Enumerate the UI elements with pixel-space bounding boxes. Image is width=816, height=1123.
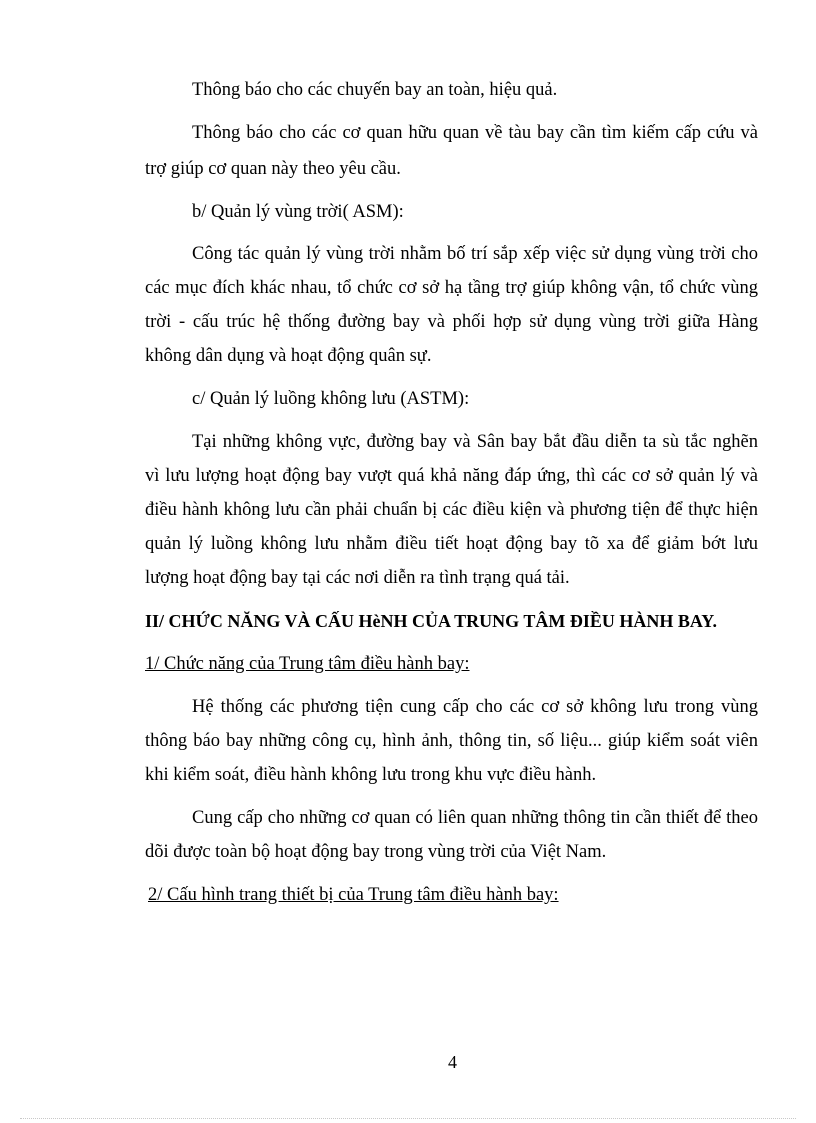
paragraph-line: Công tác quản lý vùng trời nhằm bố trí sắp xếp việc sử dụng vùng trời cho [192, 244, 758, 264]
subsection-heading: 2/ Cấu hình trang thiết bị của Trung tâm điều hành bay: [148, 885, 559, 905]
paragraph-line: Tại những không vực, đường bay và Sân bay bắt đầu diễn ta sù tắc nghẽn [192, 432, 758, 452]
paragraph-line: trợ giúp cơ quan này theo yêu cầu. [145, 159, 401, 179]
paragraph-line: dõi được toàn bộ hoạt động bay trong vùng trời của Việt Nam. [145, 842, 607, 862]
paragraph-line: lượng hoạt động bay tại các nơi diễn ra tình trạng quá tải. [145, 568, 570, 588]
subsection-heading: 1/ Chức năng của Trung tâm điều hành bay: [145, 654, 470, 674]
paragraph-line: thông báo bay những công cụ, hình ảnh, thông tin, số liệu... giúp kiểm soát viên [145, 731, 758, 751]
paragraph-line: khi kiểm soát, điều hành không lưu trong khu vực điều hành. [145, 765, 597, 785]
paragraph-line: Cung cấp cho những cơ quan có liên quan những thông tin cần thiết để theo [192, 808, 758, 828]
paragraph-line: các mục đích khác nhau, tổ chức cơ sở hạ tầng trợ giúp không vận, tổ chức vùng [145, 278, 758, 298]
paragraph-line: không dân dụng và hoạt động quân sự. [145, 346, 432, 366]
page-bottom-divider [20, 1118, 796, 1119]
paragraph-line: trời - cấu trúc hệ thống đường bay và phối hợp sử dụng vùng trời giữa Hàng [145, 312, 758, 332]
paragraph-line: Thông báo cho các chuyến bay an toàn, hiệu quả. [192, 80, 558, 100]
page-number: 4 [448, 1052, 457, 1072]
paragraph-line: Thông báo cho các cơ quan hữu quan về tàu bay cần tìm kiếm cấp cứu và [192, 123, 758, 143]
subsection-heading: b/ Quản lý vùng trời( ASM): [192, 202, 404, 222]
paragraph-line: vì lưu lượng hoạt động bay vượt quá khả năng đáp ứng, thì các cơ sở quản lý và [145, 466, 758, 486]
section-heading: II/ CHỨC NĂNG VÀ CẤU HèNH CỦA TRUNG TÂM ĐIỀU HÀNH BAY. [145, 611, 718, 631]
paragraph-line: Hệ thống các phương tiện cung cấp cho các cơ sở không lưu trong vùng [192, 697, 758, 717]
subsection-heading: c/ Quản lý luồng không lưu (ASTM): [192, 389, 470, 409]
paragraph-line: quản lý luồng không lưu nhằm điều tiết hoạt động bay tõ xa để giảm bớt lưu [145, 534, 758, 554]
paragraph-line: điều hành không lưu cần phải chuẩn bị các điều kiện và phương tiện để thực hiện [145, 500, 758, 520]
